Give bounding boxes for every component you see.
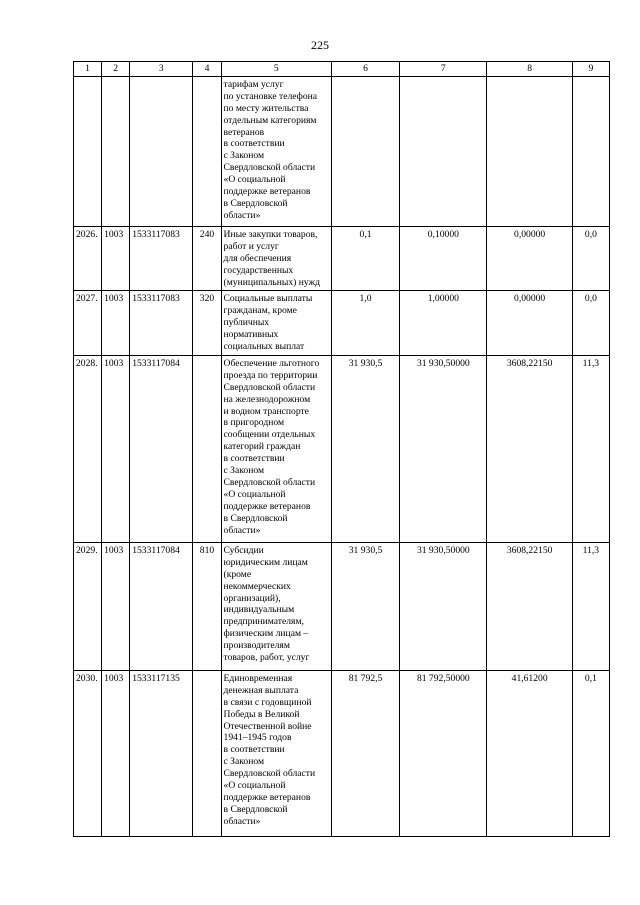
plan-cell: 31 930,5 xyxy=(331,542,399,670)
description-cell: Иные закупки товаров, работ и услуг для обеспечения государственных (муниципальных) нужд xyxy=(221,226,331,290)
plan-precise-cell: 0,10000 xyxy=(400,226,487,290)
description-cell: Обеспечение льготного проезда по территории Свердловской области на железнодорожном и водном транспорте в пригородном сообщении отдельных категорий граждан в соответствии с Законом Свердловской области «О социальной поддержке ветеранов в Свердловской области» xyxy=(221,355,331,542)
row-number-cell: 2026. xyxy=(74,226,102,290)
column-header: 5 xyxy=(221,62,331,77)
executed-cell xyxy=(487,76,572,226)
description-cell: Единовременная денежная выплата в связи с годовщиной Победы в Великой Отечественной войне 1941–1945 годов в соответствии с Законом Свердловской области «О социальной поддержке ветеранов в Свердловской области» xyxy=(221,670,331,836)
table-row xyxy=(74,542,610,670)
target-article-cell: 1533117084 xyxy=(130,542,193,670)
table-row xyxy=(74,290,610,355)
percent-cell: 0,0 xyxy=(572,226,609,290)
plan-cell: 1,0 xyxy=(331,290,399,355)
plan-cell: 0,1 xyxy=(331,226,399,290)
target-article-cell: 1533117083 xyxy=(130,290,193,355)
row-number-cell: 2028. xyxy=(74,355,102,542)
percent-cell: 0,0 xyxy=(572,290,609,355)
plan-precise-cell: 31 930,50000 xyxy=(400,355,487,542)
plan-precise-cell: 31 930,50000 xyxy=(400,542,487,670)
table-row xyxy=(74,355,610,542)
column-header: 3 xyxy=(130,62,193,77)
target-article-cell: 1533117083 xyxy=(130,226,193,290)
column-header: 9 xyxy=(572,62,609,77)
section-code-cell: 1003 xyxy=(102,355,130,542)
column-header: 1 xyxy=(74,62,102,77)
executed-cell: 3608,22150 xyxy=(487,355,572,542)
column-header: 8 xyxy=(487,62,572,77)
target-article-cell: 1533117135 xyxy=(130,670,193,836)
table-row xyxy=(74,76,610,226)
column-header: 4 xyxy=(193,62,221,77)
expense-type-cell xyxy=(193,670,221,836)
plan-precise-cell: 1,00000 xyxy=(400,290,487,355)
description-cell: тарифам услуг по установке телефона по месту жительства отдельным категориям ветеранов в соответствии с Законом Свердловской области «О социальной поддержке ветеранов в Свердловской области» xyxy=(221,76,331,226)
section-code-cell: 1003 xyxy=(102,542,130,670)
executed-cell: 3608,22150 xyxy=(487,542,572,670)
description-cell: Субсидии юридическим лицам (кроме некоммерческих организаций), индивидуальным предпринимателям, физическим лицам – производителям товаров, работ, услуг xyxy=(221,542,331,670)
plan-precise-cell xyxy=(400,76,487,226)
budget-table xyxy=(73,61,610,837)
plan-precise-cell: 81 792,50000 xyxy=(400,670,487,836)
section-code-cell xyxy=(102,76,130,226)
table-header-row xyxy=(74,62,610,77)
expense-type-cell: 320 xyxy=(193,290,221,355)
expense-type-cell: 810 xyxy=(193,542,221,670)
plan-cell xyxy=(331,76,399,226)
page-number: 225 xyxy=(311,38,329,52)
table-row xyxy=(74,670,610,836)
executed-cell: 0,00000 xyxy=(487,226,572,290)
percent-cell: 11,3 xyxy=(572,542,609,670)
section-code-cell: 1003 xyxy=(102,226,130,290)
row-number-cell xyxy=(74,76,102,226)
target-article-cell xyxy=(130,76,193,226)
percent-cell xyxy=(572,76,609,226)
row-number-cell: 2029. xyxy=(74,542,102,670)
section-code-cell: 1003 xyxy=(102,670,130,836)
expense-type-cell: 240 xyxy=(193,226,221,290)
column-header: 2 xyxy=(102,62,130,77)
plan-cell: 31 930,5 xyxy=(331,355,399,542)
section-code-cell: 1003 xyxy=(102,290,130,355)
row-number-cell: 2030. xyxy=(74,670,102,836)
description-cell: Социальные выплаты гражданам, кроме публичных нормативных социальных выплат xyxy=(221,290,331,355)
target-article-cell: 1533117084 xyxy=(130,355,193,542)
expense-type-cell xyxy=(193,76,221,226)
row-number-cell: 2027. xyxy=(74,290,102,355)
column-header: 6 xyxy=(331,62,399,77)
percent-cell: 11,3 xyxy=(572,355,609,542)
executed-cell: 41,61200 xyxy=(487,670,572,836)
executed-cell: 0,00000 xyxy=(487,290,572,355)
percent-cell: 0,1 xyxy=(572,670,609,836)
table-row xyxy=(74,226,610,290)
expense-type-cell xyxy=(193,355,221,542)
column-header: 7 xyxy=(400,62,487,77)
plan-cell: 81 792,5 xyxy=(331,670,399,836)
